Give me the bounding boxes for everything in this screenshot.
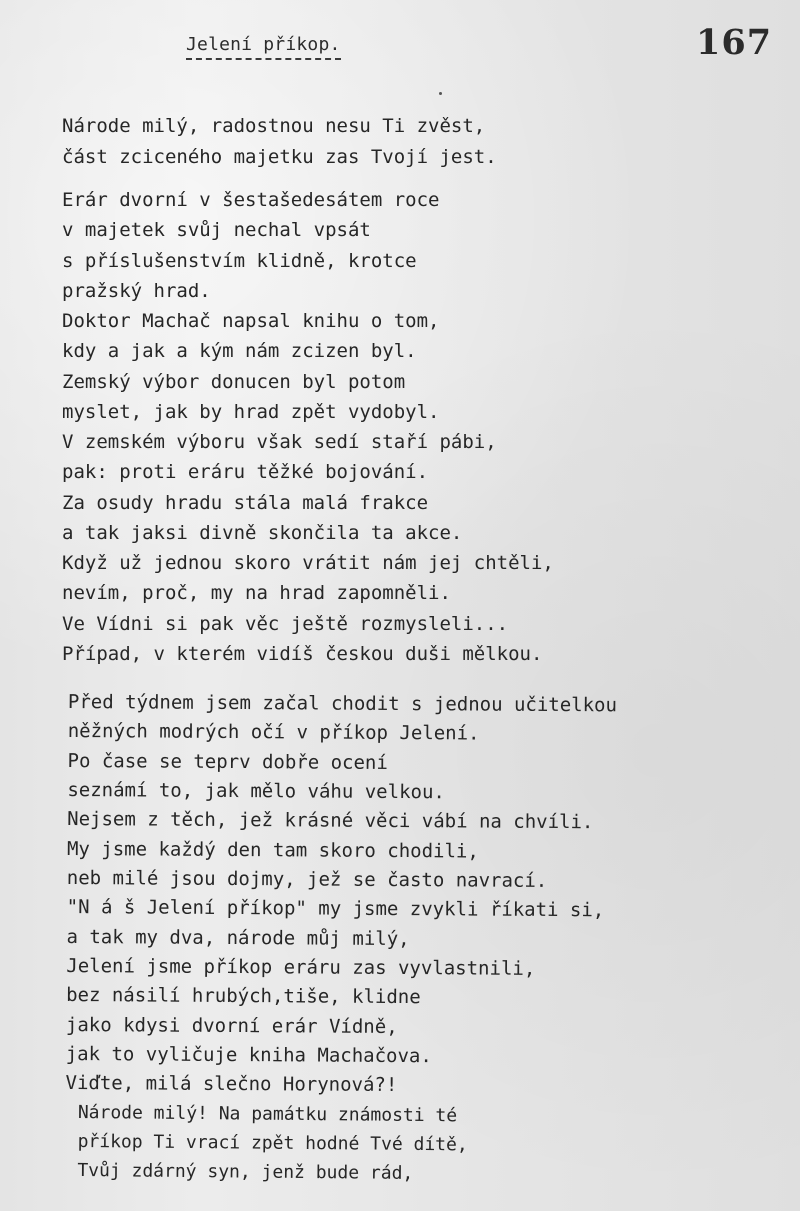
poem-line: Před týdnem jsem začal chodit s jednou učitelkou — [67, 690, 618, 717]
poem-line: Nejsem z těch, jež krásné věci vábí na chvíli. — [67, 808, 594, 834]
poem-line: bez násilí hrubých,tiše, klidne — [66, 984, 421, 1009]
stanza-2 — [62, 185, 554, 669]
poem-line: Doktor Machač napsal knihu o tom, — [62, 310, 440, 332]
poem-line: jak to vyličuje kniha Machačova. — [65, 1043, 432, 1068]
poem-line: Jelení jsme příkop eráru zas vyvlastnili, — [66, 955, 536, 980]
poem-line: a tak jaksi divně skončila ta akce. — [62, 521, 463, 544]
stanza-3 — [65, 688, 617, 1102]
poem-line: Erár dvorní v šestašedesátem roce — [62, 189, 440, 211]
poem-line: s příslušenstvím klidně, krotce — [62, 249, 417, 272]
ink-dot — [439, 92, 442, 95]
poem-line: pak: proti eráru těžké bojování. — [62, 461, 429, 484]
page-number: 167 — [696, 22, 773, 63]
poem-line: něžných modrých očí v příkop Jelení. — [67, 720, 480, 745]
poem-line: nevím, proč, my na hrad zapomněli. — [62, 582, 451, 605]
poem-line: Po čase se teprv dobře ocení — [67, 749, 388, 774]
poem-line: My jsme každý den tam skoro chodili, — [66, 837, 479, 863]
poem-line: v majetek svůj nechal vpsát — [62, 219, 371, 242]
poem-line: Případ, v kterém vidíš českou duši mělkou. — [62, 642, 543, 665]
poem-line: a tak my dva, národe můj milý, — [66, 925, 410, 950]
poem-line: Národe milý! Na památku známosti té — [77, 1101, 458, 1127]
poem-line: pražský hrad. — [62, 279, 211, 302]
poem-line: Za osudy hradu stála malá frakce — [62, 491, 429, 514]
poem-line: seznámí to, jak mělo váhu velkou. — [67, 779, 445, 804]
poem-line: V zemském výboru však sedí staří pábi, — [62, 431, 497, 453]
poem-line: neb milé jsou dojmy, jež se často navrací. — [66, 867, 548, 892]
poem-line: kdy a jak a kým nám zcizen byl. — [62, 340, 417, 363]
poem-line: Zemský výbor donucen byl potom — [62, 370, 406, 393]
poem-line: Ve Vídni si pak věc ještě rozmysleli... — [62, 612, 509, 635]
poem-line: Když už jednou skoro vrátit nám jej chtěli, — [62, 552, 554, 574]
stanza-1 — [62, 111, 497, 173]
poem-line: "N á š Jelení příkop" my jsme zvykli říkati si, — [66, 896, 605, 922]
poem-line: část zciceného majetku zas Tvojí jest. — [62, 146, 497, 168]
poem-line: myslet, jak by hrad zpět vydobyl. — [62, 400, 440, 423]
poem-line: příkop Ti vrací zpět hodné Tvé dítě, — [77, 1130, 468, 1156]
poem-line: Viďte, milá slečno Horynová?! — [65, 1072, 398, 1097]
poem-line: Tvůj zdárný syn, jenž bude rád, — [77, 1159, 414, 1184]
poem-title: Jelení příkop. — [186, 34, 341, 60]
stanza-4 — [77, 1098, 468, 1188]
poem-line: jako kdysi dvorní erár Vídně, — [65, 1013, 398, 1038]
poem-line: Národe milý, radostnou nesu Ti zvěst, — [62, 115, 486, 137]
